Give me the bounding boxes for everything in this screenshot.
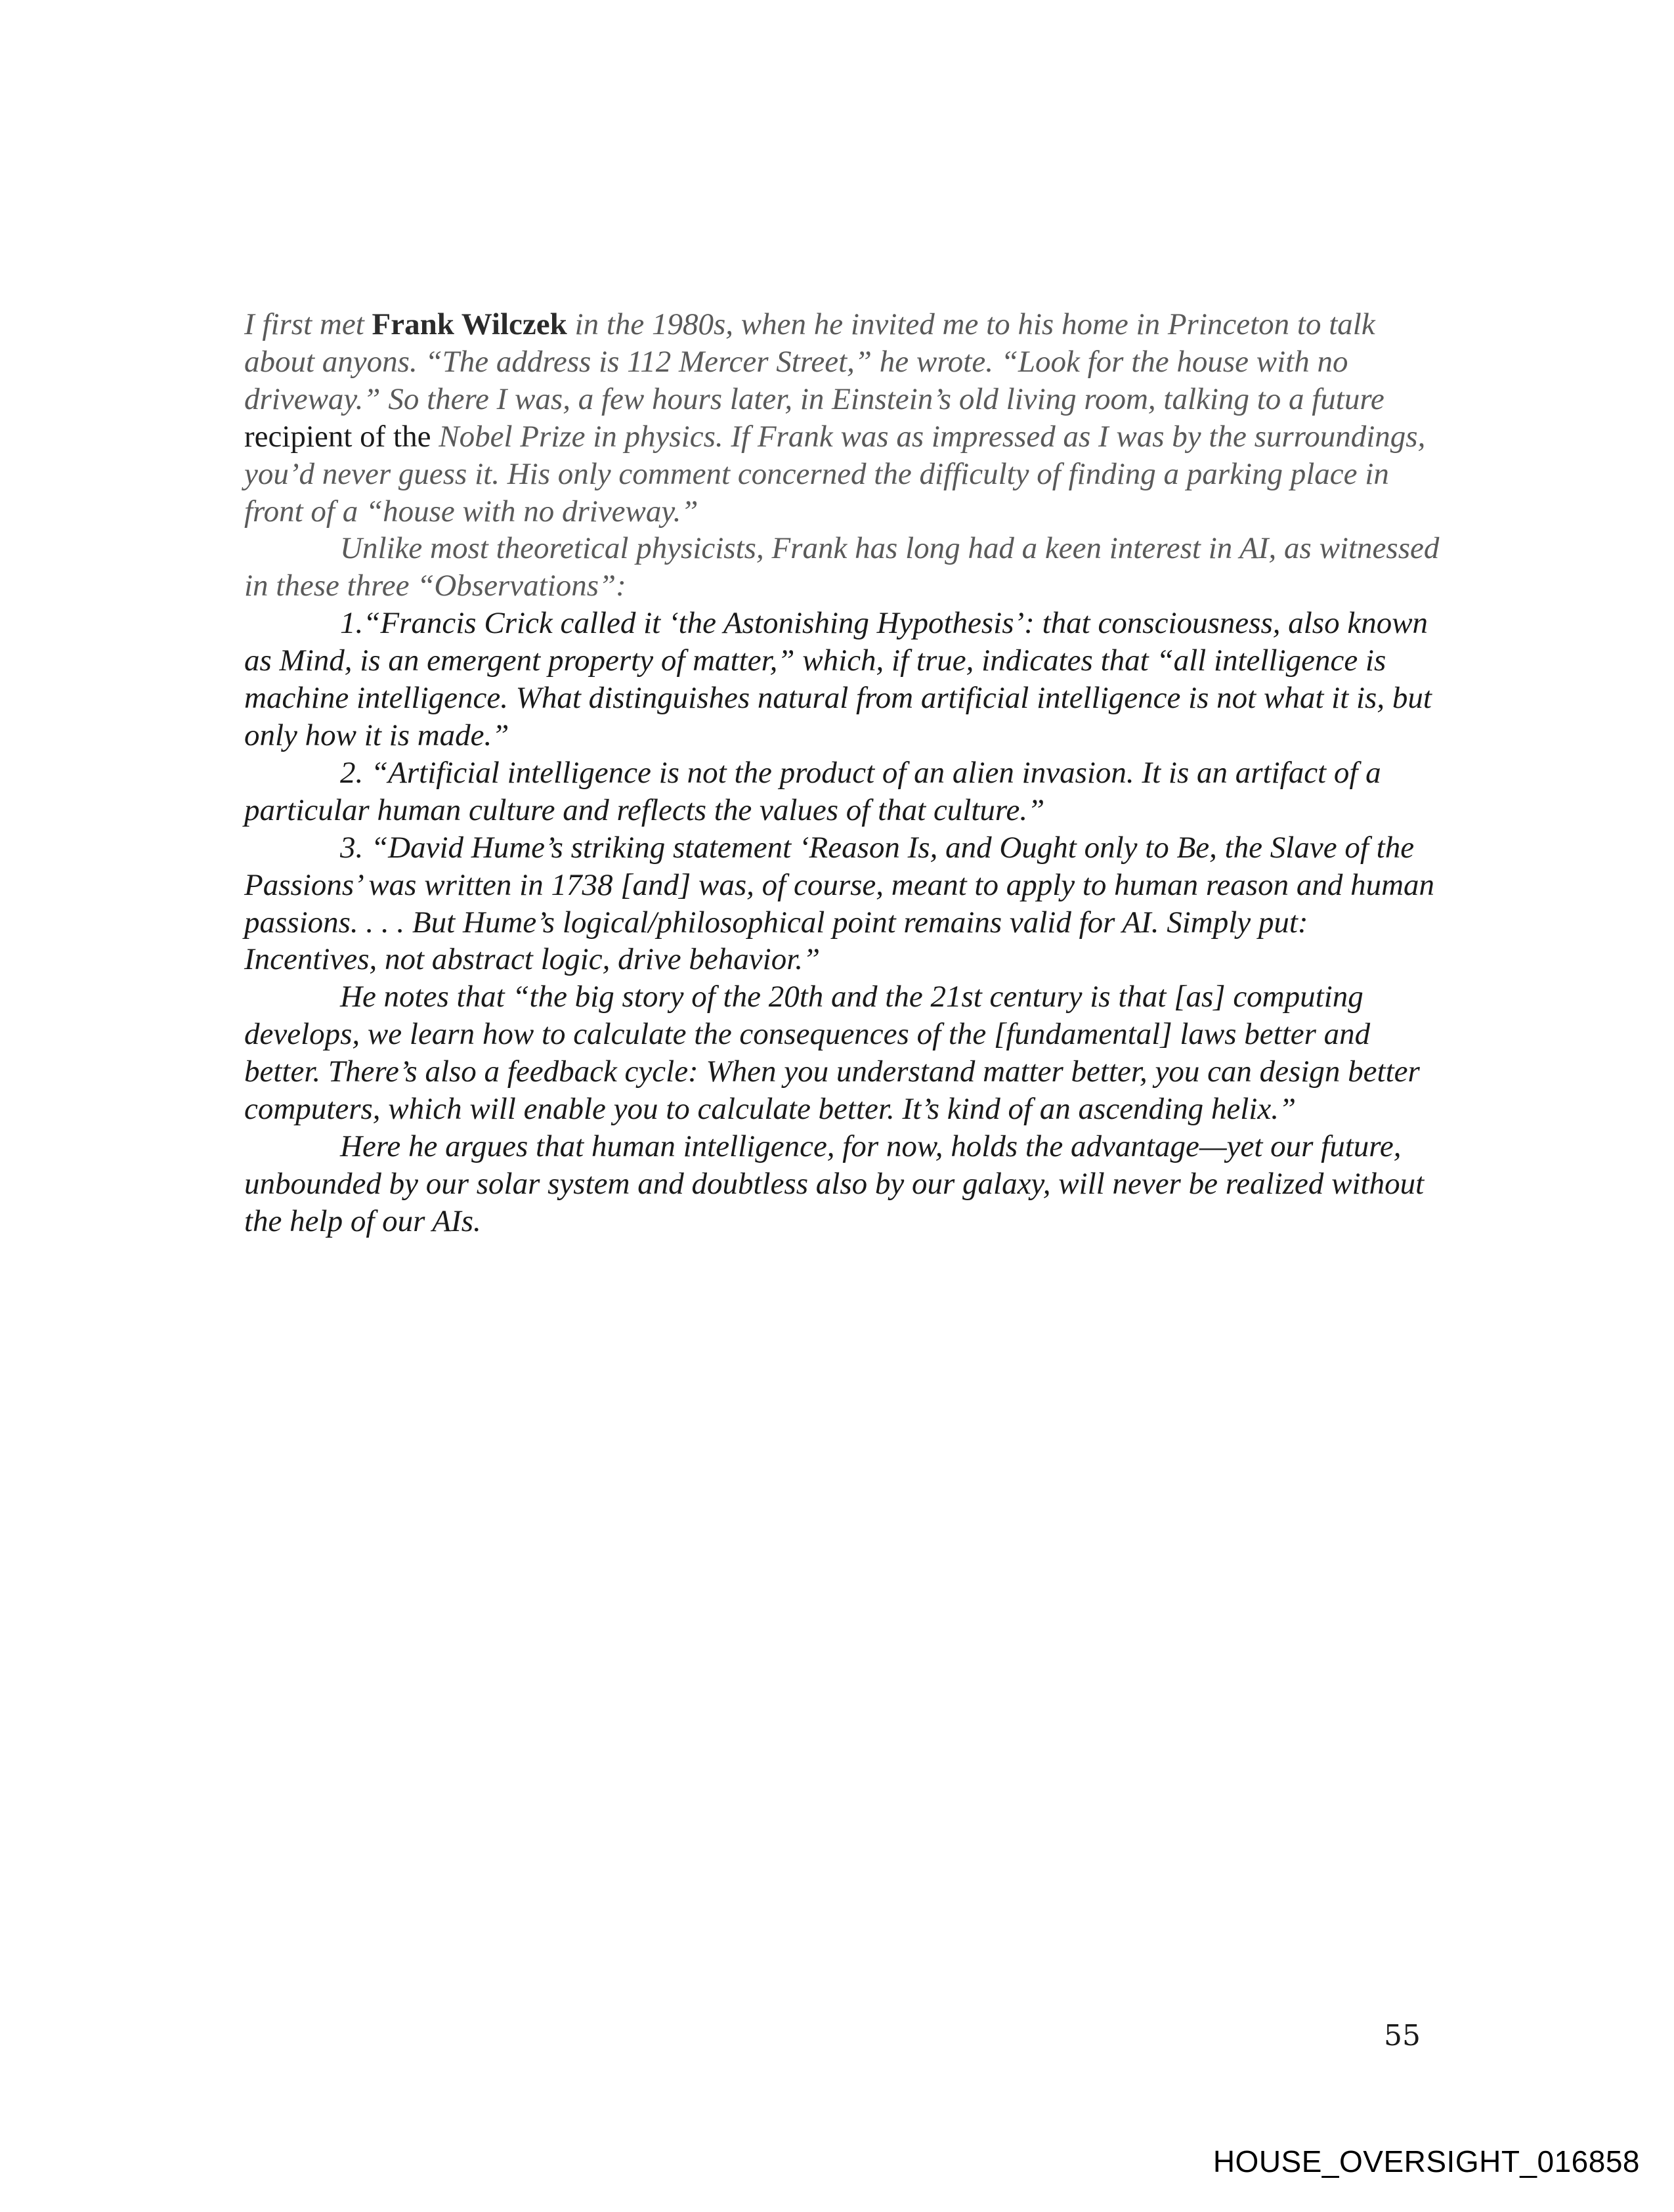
observation-1: 1.“Francis Crick called it ‘the Astonishing Hypothesis’: that consciousness, also known as Mind, is an emergent property of matter,” which, if true, indicates that “all intelligence is machine intelligence. What distinguishes natural from artificial intelligence is not what it is, but only how it is made.” xyxy=(244,606,1432,752)
observation-3: 3. “David Hume’s striking statement ‘Reason Is, and Ought only to Be, the Slave of the Passions’ was written in 1738 [and] was, of course, meant to apply to human reason and human passions. . . . But Hume’s logical/philosophical point remains valid for AI. Simply put: Incentives, not abstract logic, drive behavior.” xyxy=(244,830,1435,977)
author-name: Frank Wilczek xyxy=(372,307,567,341)
intro-text-part3: Nobel Prize in physics. If Frank was as impressed as I was by the surroundings, you’d never guess it. His only comment concerned the difficulty of finding a parking place in front of a “house with no driveway.” xyxy=(244,419,1426,529)
bates-number: HOUSE_OVERSIGHT_016858 xyxy=(1213,2144,1640,2179)
intro-paragraph xyxy=(244,306,1446,530)
observations-intro-paragraph: Unlike most theoretical physicists, Frank has long had a keen interest in AI, as witnessed in these three “Observations”: xyxy=(244,531,1440,603)
body-text xyxy=(244,306,1446,1240)
intro-text-upright: recipient of the xyxy=(244,419,431,454)
intro-text-part2: in the 1980s, when he invited me to his home in Princeton to talk about anyons. “The address is 112 Mercer Street,” he wrote. “Look for the house with no driveway.” So there I was, a few hours later, in Einstein’s old living room, talking to a future xyxy=(244,307,1384,416)
notes-paragraph: He notes that “the big story of the 20th and the 21st century is that [as] computing develops, we learn how to calculate the consequences of the [fundamental] laws better and better. There’s also a feedback cycle: When you understand matter better, you can design better computers, which will enable you to calculate better. It’s kind of an ascending helix.” xyxy=(244,980,1420,1127)
observation-2: 2. “Artificial intelligence is not the product of an alien invasion. It is an artifact of a particular human culture and reflects the values of that culture.” xyxy=(244,755,1381,827)
intro-text-part1: I first met xyxy=(244,307,372,341)
page-number: 55 xyxy=(1384,2019,1421,2052)
argues-paragraph: Here he argues that human intelligence, for now, holds the advantage—yet our future, unbounded by our solar system and doubtless also by our galaxy, will never be realized without the help of our AIs. xyxy=(244,1129,1425,1238)
